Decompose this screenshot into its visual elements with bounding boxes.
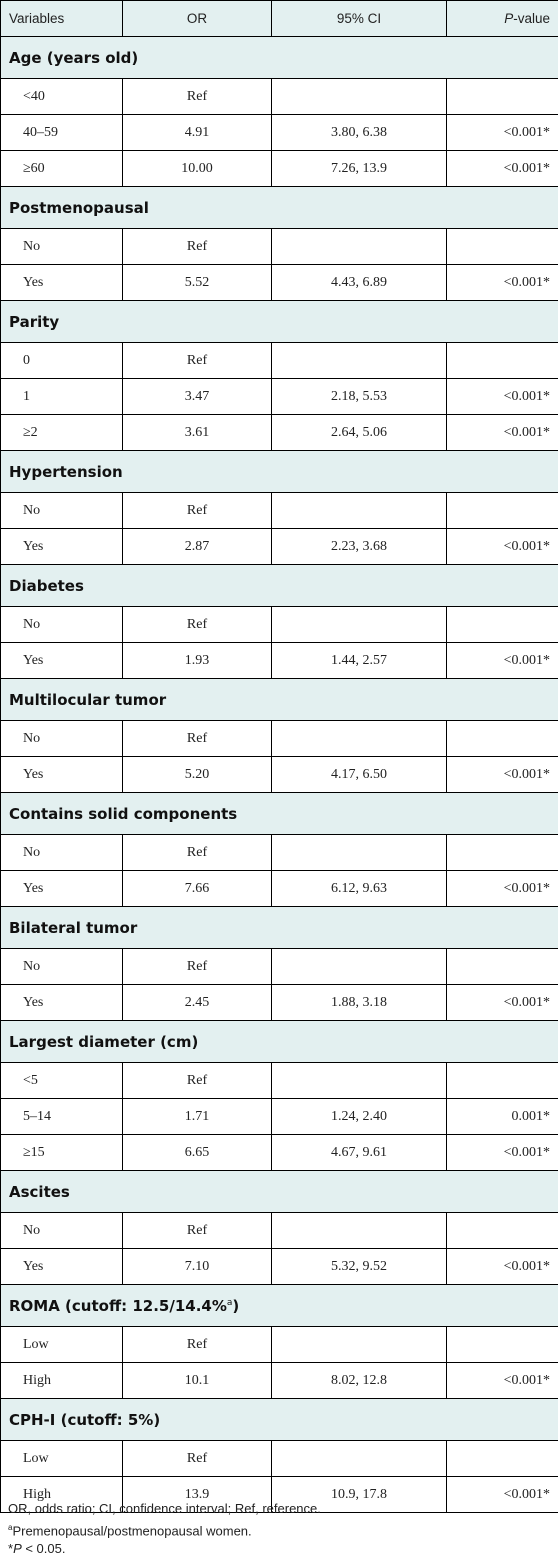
group-title [1, 451, 558, 493]
row-ci-cell [272, 229, 447, 265]
row-ci-cell: 4.67, 9.61 [272, 1135, 447, 1171]
row-or-cell: Ref [123, 229, 272, 265]
table-row [1, 529, 558, 565]
row-or-cell: 4.91 [123, 115, 272, 151]
row-or-cell: 5.52 [123, 265, 272, 301]
footnote-a [8, 1519, 553, 1541]
group-header-row [1, 907, 558, 949]
row-pvalue-cell [447, 229, 558, 265]
row-pvalue-cell: <0.001* [447, 1477, 558, 1513]
row-or-cell: 3.61 [123, 415, 272, 451]
group-title-text: Largest diameter (cm) [9, 1033, 198, 1051]
footnote-star-mark: * [8, 1541, 13, 1556]
row-ci-cell: 2.23, 3.68 [272, 529, 447, 565]
table-row [1, 757, 558, 793]
row-ci-cell [272, 1213, 447, 1249]
footnote-a-mark: a [8, 1523, 12, 1532]
header-pvalue-rest: -value [513, 11, 550, 26]
group-title [1, 301, 558, 343]
table-row [1, 1441, 558, 1477]
group-title-text: CPH-I (cutoff: 5%) [9, 1411, 160, 1429]
header-or: OR [123, 1, 272, 37]
row-pvalue-cell [447, 1213, 558, 1249]
table-row [1, 343, 558, 379]
row-pvalue-cell [447, 493, 558, 529]
row-or-cell: Ref [123, 1213, 272, 1249]
row-pvalue-cell: <0.001* [447, 1363, 558, 1399]
row-or-cell: Ref [123, 721, 272, 757]
table-row [1, 151, 558, 187]
group-title-text: Age (years old) [9, 49, 138, 67]
row-ci-cell: 10.9, 17.8 [272, 1477, 447, 1513]
row-label-cell: No [1, 493, 123, 529]
row-or-cell: 10.1 [123, 1363, 272, 1399]
row-label-cell: 40–59 [1, 115, 123, 151]
table-row [1, 607, 558, 643]
row-ci-cell: 6.12, 9.63 [272, 871, 447, 907]
table-row [1, 985, 558, 1021]
group-title-text: Ascites [9, 1183, 70, 1201]
group-title-sup: a [227, 1298, 233, 1308]
group-header-row [1, 1171, 558, 1213]
group-title [1, 1171, 558, 1213]
table-row [1, 1327, 558, 1363]
table-row [1, 115, 558, 151]
row-pvalue-cell: <0.001* [447, 1249, 558, 1285]
row-pvalue-cell: <0.001* [447, 1135, 558, 1171]
group-title-text: Hypertension [9, 463, 123, 481]
table-row [1, 871, 558, 907]
group-title-text: ROMA (cutoff: 12.5/14.4% [9, 1297, 227, 1315]
group-title-text: Parity [9, 313, 59, 331]
row-or-cell: 13.9 [123, 1477, 272, 1513]
row-pvalue-cell: <0.001* [447, 265, 558, 301]
row-ci-cell [272, 721, 447, 757]
row-label-cell: Yes [1, 757, 123, 793]
row-or-cell: Ref [123, 1063, 272, 1099]
row-or-cell: 3.47 [123, 379, 272, 415]
table-row [1, 1099, 558, 1135]
group-header-row [1, 1399, 558, 1441]
row-label-cell: Yes [1, 529, 123, 565]
row-label-cell: Yes [1, 871, 123, 907]
row-label-cell: No [1, 229, 123, 265]
header-pvalue-p: P [504, 11, 513, 26]
group-title [1, 187, 558, 229]
row-label-cell: No [1, 1213, 123, 1249]
row-ci-cell [272, 1441, 447, 1477]
row-label-cell: Yes [1, 265, 123, 301]
row-or-cell: 2.87 [123, 529, 272, 565]
row-pvalue-cell [447, 835, 558, 871]
group-title [1, 1021, 558, 1063]
row-pvalue-cell: <0.001* [447, 115, 558, 151]
group-header-row [1, 793, 558, 835]
row-ci-cell: 4.43, 6.89 [272, 265, 447, 301]
row-label-cell: Yes [1, 643, 123, 679]
row-label-cell: 1 [1, 379, 123, 415]
row-pvalue-cell [447, 1441, 558, 1477]
row-label-cell: ≥60 [1, 151, 123, 187]
row-or-cell: 7.66 [123, 871, 272, 907]
table-row [1, 1249, 558, 1285]
row-pvalue-cell: <0.001* [447, 151, 558, 187]
group-title-text: Multilocular tumor [9, 691, 166, 709]
group-title-text: Bilateral tumor [9, 919, 137, 937]
footnote-star-p: P [13, 1541, 22, 1556]
row-pvalue-cell: 0.001* [447, 1099, 558, 1135]
group-title [1, 907, 558, 949]
table-body [1, 37, 558, 1513]
row-or-cell: Ref [123, 343, 272, 379]
table-row [1, 949, 558, 985]
group-title-text: Diabetes [9, 577, 84, 595]
table-row [1, 379, 558, 415]
row-label-cell: Low [1, 1441, 123, 1477]
row-ci-cell: 5.32, 9.52 [272, 1249, 447, 1285]
row-pvalue-cell: <0.001* [447, 757, 558, 793]
table-row [1, 415, 558, 451]
row-label-cell: 5–14 [1, 1099, 123, 1135]
table-row [1, 1213, 558, 1249]
group-header-row [1, 37, 558, 79]
row-pvalue-cell: <0.001* [447, 379, 558, 415]
row-label-cell: Yes [1, 985, 123, 1021]
row-label-cell: No [1, 721, 123, 757]
row-pvalue-cell: <0.001* [447, 985, 558, 1021]
row-ci-cell [272, 343, 447, 379]
group-header-row [1, 187, 558, 229]
group-header-row [1, 565, 558, 607]
group-header-row [1, 1021, 558, 1063]
row-ci-cell [272, 79, 447, 115]
row-label-cell: Yes [1, 1249, 123, 1285]
group-header-row [1, 679, 558, 721]
table-row [1, 1135, 558, 1171]
row-label-cell: Low [1, 1327, 123, 1363]
row-ci-cell: 4.17, 6.50 [272, 757, 447, 793]
footnote-star [8, 1540, 553, 1559]
row-ci-cell [272, 607, 447, 643]
table-row [1, 493, 558, 529]
header-variables: Variables [1, 1, 123, 37]
group-header-row [1, 451, 558, 493]
row-label-cell: ≥2 [1, 415, 123, 451]
row-or-cell: Ref [123, 607, 272, 643]
row-label-cell: ≥15 [1, 1135, 123, 1171]
table-row [1, 79, 558, 115]
row-or-cell: 7.10 [123, 1249, 272, 1285]
row-or-cell: Ref [123, 1327, 272, 1363]
group-title [1, 1399, 558, 1441]
footnote-abbreviations: OR, odds ratio; CI, confidence interval; Ref, reference. [8, 1500, 553, 1519]
row-ci-cell: 2.64, 5.06 [272, 415, 447, 451]
row-ci-cell [272, 1063, 447, 1099]
table-row [1, 835, 558, 871]
footnote-star-text: < 0.05. [22, 1541, 66, 1556]
row-or-cell: 1.93 [123, 643, 272, 679]
row-or-cell: Ref [123, 949, 272, 985]
row-or-cell: 5.20 [123, 757, 272, 793]
row-or-cell: Ref [123, 79, 272, 115]
row-ci-cell [272, 949, 447, 985]
row-pvalue-cell [447, 721, 558, 757]
row-ci-cell [272, 835, 447, 871]
row-or-cell: 1.71 [123, 1099, 272, 1135]
row-pvalue-cell [447, 343, 558, 379]
row-ci-cell: 1.88, 3.18 [272, 985, 447, 1021]
table-footnotes [8, 1500, 553, 1559]
row-label-cell: No [1, 949, 123, 985]
group-title-text: Contains solid components [9, 805, 237, 823]
table-row [1, 265, 558, 301]
group-title [1, 1285, 558, 1327]
row-or-cell: Ref [123, 1441, 272, 1477]
row-or-cell: Ref [123, 493, 272, 529]
footnote-a-text: Premenopausal/postmenopausal women. [12, 1523, 251, 1538]
table-header-row [1, 1, 558, 37]
table-row [1, 721, 558, 757]
row-pvalue-cell [447, 949, 558, 985]
group-header-row [1, 301, 558, 343]
group-header-row [1, 1285, 558, 1327]
row-label-cell: 0 [1, 343, 123, 379]
row-pvalue-cell [447, 1327, 558, 1363]
row-label-cell: No [1, 607, 123, 643]
row-ci-cell: 3.80, 6.38 [272, 115, 447, 151]
group-title [1, 793, 558, 835]
row-label-cell: No [1, 835, 123, 871]
row-pvalue-cell: <0.001* [447, 871, 558, 907]
table-row [1, 229, 558, 265]
row-label-cell: <40 [1, 79, 123, 115]
row-pvalue-cell [447, 607, 558, 643]
row-pvalue-cell: <0.001* [447, 529, 558, 565]
row-label-cell: <5 [1, 1063, 123, 1099]
group-title [1, 565, 558, 607]
row-ci-cell: 1.24, 2.40 [272, 1099, 447, 1135]
row-or-cell: 2.45 [123, 985, 272, 1021]
row-or-cell: 6.65 [123, 1135, 272, 1171]
row-pvalue-cell [447, 1063, 558, 1099]
header-pvalue [447, 1, 558, 37]
row-pvalue-cell: <0.001* [447, 643, 558, 679]
row-or-cell: Ref [123, 835, 272, 871]
group-title [1, 679, 558, 721]
row-ci-cell: 2.18, 5.53 [272, 379, 447, 415]
row-ci-cell [272, 1327, 447, 1363]
row-ci-cell: 7.26, 13.9 [272, 151, 447, 187]
row-or-cell: 10.00 [123, 151, 272, 187]
table-row [1, 643, 558, 679]
group-title-end: ) [232, 1297, 239, 1315]
row-pvalue-cell [447, 79, 558, 115]
row-ci-cell: 1.44, 2.57 [272, 643, 447, 679]
row-pvalue-cell: <0.001* [447, 415, 558, 451]
table-row [1, 1063, 558, 1099]
row-label-cell: High [1, 1477, 123, 1513]
group-title-text: Postmenopausal [9, 199, 149, 217]
row-ci-cell: 8.02, 12.8 [272, 1363, 447, 1399]
row-ci-cell [272, 493, 447, 529]
header-ci: 95% CI [272, 1, 447, 37]
table-row [1, 1363, 558, 1399]
group-title [1, 37, 558, 79]
row-label-cell: High [1, 1363, 123, 1399]
